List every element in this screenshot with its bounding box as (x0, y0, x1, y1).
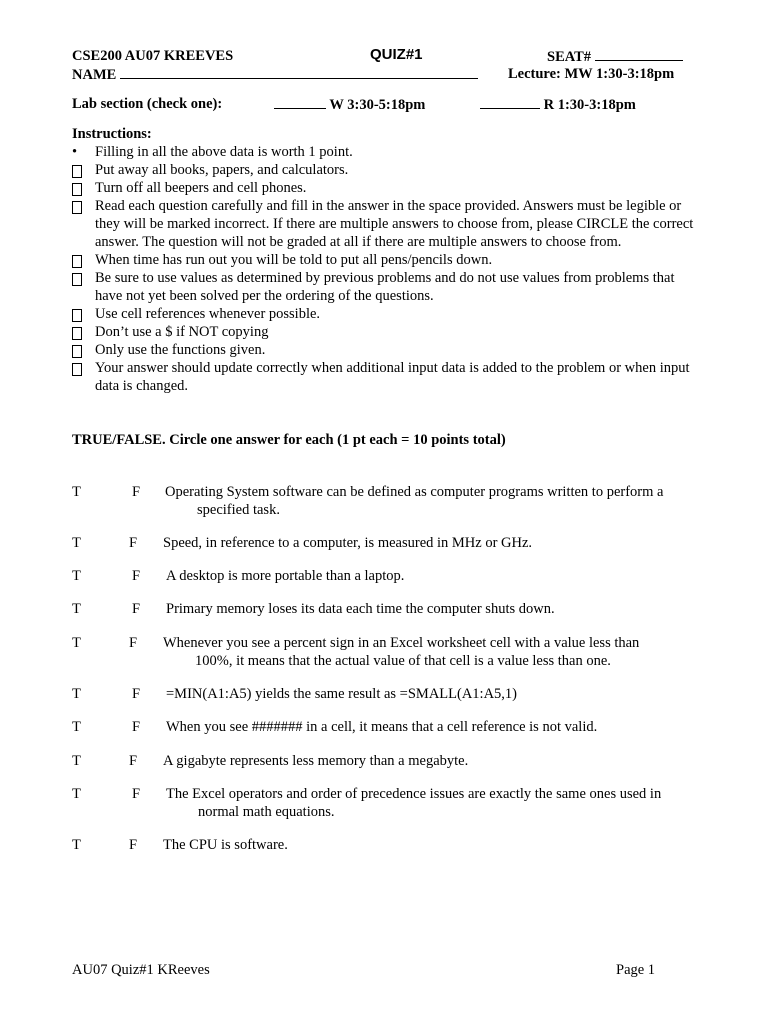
list-item: Use cell references whenever possible. (72, 305, 702, 323)
false-option[interactable]: F (129, 753, 138, 769)
false-option[interactable]: F (132, 786, 141, 802)
question-text: =MIN(A1:A5) yields the same result as =SMALL(A1:A5,1) (166, 686, 518, 702)
list-item: Read each question carefully and fill in the answer in the space provided. Answers must be legible or they will be marked incorrect. If there are multiple answers to choose from, please CIRCLE the correct answer. The question will not be graded at all if there are multiple answers to choose from. (72, 197, 702, 251)
lab-section-label: Lab section (check one): (72, 96, 223, 112)
question-text: Speed, in reference to a computer, is measured in MHz or GHz. (163, 535, 533, 551)
true-option[interactable]: T (72, 484, 81, 500)
lab-w-blank[interactable] (274, 95, 326, 109)
true-option[interactable]: T (72, 837, 81, 853)
instructions-list (72, 143, 702, 395)
instructions-title: Instructions: (72, 126, 152, 142)
list-item: Don’t use a $ if NOT copying (72, 323, 702, 341)
true-option[interactable]: T (72, 686, 81, 702)
lab-r-blank[interactable] (480, 95, 540, 109)
list-item: • Filling in all the above data is worth 1 point. (72, 144, 353, 160)
true-option[interactable]: T (72, 786, 81, 802)
lecture-time: Lecture: MW 1:30-3:18pm (508, 66, 675, 82)
false-option[interactable]: F (129, 535, 138, 551)
true-option[interactable]: T (72, 535, 81, 551)
box-icon (72, 269, 88, 291)
question-text: A desktop is more portable than a laptop. (166, 568, 405, 584)
list-item: Only use the functions given. (72, 341, 702, 359)
bullet-icon: • (72, 144, 78, 160)
question-text: Primary memory loses its data each time the computer shuts down. (166, 601, 555, 617)
false-option[interactable]: F (129, 635, 138, 651)
list-item: When time has run out you will be told to put all pens/pencils down. (72, 251, 702, 269)
name-field[interactable] (72, 65, 478, 84)
question-text: When you see ####### in a cell, it means that a cell reference is not valid. (166, 719, 598, 735)
false-option[interactable]: F (132, 719, 141, 735)
false-option[interactable]: F (129, 837, 138, 853)
false-option[interactable]: F (132, 484, 141, 500)
question-text: The CPU is software. (163, 837, 288, 853)
list-item: Be sure to use values as determined by previous problems and do not use values from problems that have not yet been solved per the ordering of the questions. (72, 269, 702, 305)
true-option[interactable]: T (72, 753, 81, 769)
lab-w-label: W 3:30-5:18pm (329, 97, 426, 113)
lab-r-label: R 1:30-3:18pm (543, 97, 636, 113)
course-title: CSE200 AU07 KREEVES (72, 48, 234, 64)
box-icon (72, 359, 88, 381)
lab-option-r[interactable] (480, 95, 636, 114)
false-option[interactable]: F (132, 601, 141, 617)
true-option[interactable]: T (72, 635, 81, 651)
footer-left: AU07 Quiz#1 KReeves (72, 962, 210, 978)
question-text: Operating System software can be defined as computer programs written to perform a specified task. (165, 484, 664, 518)
false-option[interactable]: F (132, 686, 141, 702)
list-item: Turn off all beepers and cell phones. (72, 179, 702, 197)
true-option[interactable]: T (72, 568, 81, 584)
question-text: The Excel operators and order of precedence issues are exactly the same ones used in normal math equations. (166, 786, 662, 820)
seat-blank[interactable] (595, 47, 683, 61)
seat-label: SEAT# (547, 49, 592, 65)
box-icon (72, 197, 88, 219)
page-number: Page 1 (616, 962, 656, 978)
list-item: Put away all books, papers, and calculators. (72, 161, 702, 179)
question-text: Whenever you see a percent sign in an Excel worksheet cell with a value less than 100%, it means that the actual value of that cell is a value less than one. (163, 635, 640, 669)
question-text: A gigabyte represents less memory than a megabyte. (163, 753, 469, 769)
list-item: Your answer should update correctly when additional input data is added to the problem or when input data is changed. (72, 359, 702, 395)
truefalse-heading: TRUE/FALSE. Circle one answer for each (1 pt each = 10 points total) (72, 432, 506, 448)
true-option[interactable]: T (72, 719, 81, 735)
lab-option-w[interactable] (274, 95, 425, 114)
true-option[interactable]: T (72, 601, 81, 617)
quiz-title: QUIZ#1 (370, 46, 423, 63)
name-blank[interactable] (120, 65, 478, 79)
false-option[interactable]: F (132, 568, 141, 584)
name-label: NAME (72, 67, 117, 83)
seat-field[interactable] (547, 47, 683, 66)
